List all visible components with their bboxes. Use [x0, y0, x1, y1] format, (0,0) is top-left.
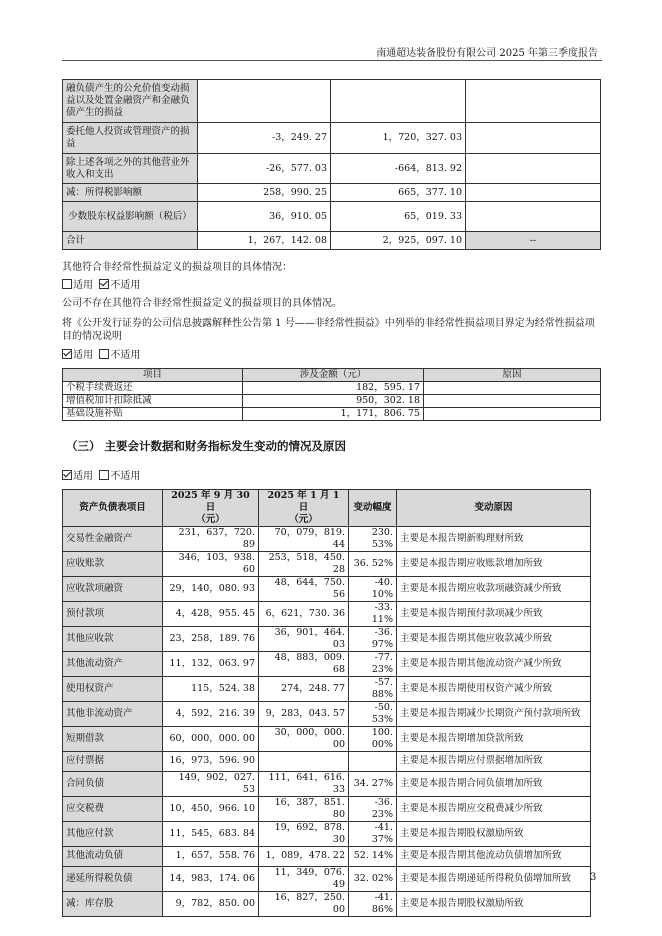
- table-row: [63, 202, 601, 232]
- cell-value-2025-01-01: 16，827，250. 00: [259, 891, 349, 916]
- cell-value-2025-01-01: 1，089，478. 22: [259, 846, 349, 866]
- checkbox-not-applicable: [99, 349, 109, 359]
- cell-value-2025-09-30: 14，983，174. 06: [163, 866, 259, 891]
- cell-change-pct: 230. 53%: [349, 527, 397, 552]
- table-row: [63, 771, 591, 796]
- column-header-change: 变动幅度: [349, 490, 397, 527]
- checkbox-applicable: [62, 349, 72, 359]
- table-row: [63, 80, 601, 123]
- table-row: [63, 395, 601, 408]
- cell-change-pct: -36. 23%: [349, 796, 397, 821]
- cell-change-pct: 34. 27%: [349, 771, 397, 796]
- checkbox-not-applicable: [99, 470, 109, 480]
- cell-value-2025-01-01: 48，883，009. 68: [259, 652, 349, 677]
- table-row: [63, 652, 591, 677]
- cell-value-2025-01-01: 274，248. 77: [259, 677, 349, 702]
- cell-item: 个税手续费返还: [63, 382, 243, 395]
- cell-item: 合同负债: [63, 771, 163, 796]
- cell-change-pct: 32. 02%: [349, 866, 397, 891]
- table-row: [63, 552, 591, 577]
- cell-value-2025-09-30: 346，103，938. 60: [163, 552, 259, 577]
- cell-value-2025-01-01: 111，641，616. 33: [259, 771, 349, 796]
- table-row: [63, 184, 601, 202]
- applicability-options: [62, 279, 140, 292]
- option-label: 不适用: [110, 280, 141, 291]
- option-label: 不适用: [110, 350, 141, 361]
- reclassified-items-table: [62, 368, 601, 421]
- cell-change-pct: 52. 14%: [349, 846, 397, 866]
- cell-value: 36，910. 05: [198, 202, 331, 232]
- table-row: [63, 527, 591, 552]
- cell-reason: 主要是本报告期减少长期资产预付款项所致: [397, 702, 591, 727]
- cell-reason: [424, 382, 601, 395]
- table-header-row: [63, 369, 601, 382]
- paragraph: 其他符合非经常性损益定义的损益项目的具体情况：: [62, 262, 292, 273]
- column-header-reason: 变动原因: [397, 490, 591, 527]
- cell-reason: 主要是本报告期其他流动资产减少所致: [397, 652, 591, 677]
- cell-change-pct: [349, 752, 397, 772]
- cell-reason: 主要是本报告期应付票据增加所致: [397, 752, 591, 772]
- table-row: [63, 382, 601, 395]
- cell-item: 应交税费: [63, 796, 163, 821]
- column-header: 原因: [424, 369, 601, 382]
- row-label: 合计: [63, 232, 198, 250]
- row-label: 少数股东权益影响额（税后）: [63, 202, 198, 232]
- table-row: [63, 821, 591, 846]
- checkbox-applicable: [62, 470, 72, 480]
- cell-empty: [466, 184, 601, 202]
- header-rule: [62, 60, 602, 61]
- cell-item: 应收账款: [63, 552, 163, 577]
- cell-empty: [466, 154, 601, 184]
- cell-value-2025-01-01: 11，349，076. 49: [259, 866, 349, 891]
- cell-value-2025-01-01: 6，621，730. 36: [259, 602, 349, 627]
- table-row: [63, 627, 591, 652]
- table-row: [63, 727, 591, 752]
- table-row: [63, 123, 601, 154]
- cell-item: 增值税加计扣除抵减: [63, 395, 243, 408]
- cell-value: 1，720，327. 03: [331, 123, 466, 154]
- table-row: [63, 796, 591, 821]
- cell-value: 1，267，142. 08: [198, 232, 331, 250]
- cell-value-2025-01-01: 16，387，851. 80: [259, 796, 349, 821]
- cell-reason: 主要是本报告期递延所得税负债增加所致: [397, 866, 591, 891]
- cell-value-2025-09-30: 4，428，955. 45: [163, 602, 259, 627]
- cell-value-2025-09-30: 1，657，558. 76: [163, 846, 259, 866]
- cell-reason: 主要是本报告期增加贷款所致: [397, 727, 591, 752]
- cell-value-2025-01-01: 36，901，464. 03: [259, 627, 349, 652]
- row-label: 除上述各项之外的其他营业外收入和支出: [63, 154, 198, 184]
- cell-reason: 主要是本报告期其他流动负债增加所致: [397, 846, 591, 866]
- cell-item: 使用权资产: [63, 677, 163, 702]
- cell-change-pct: -57. 88%: [349, 677, 397, 702]
- cell-value-2025-01-01: 19，692，878. 30: [259, 821, 349, 846]
- cell-reason: 主要是本报告期新购理财所致: [397, 527, 591, 552]
- paragraph: 公司不存在其他符合非经常性损益定义的损益项目的具体情况。: [62, 298, 342, 309]
- page-number: 3: [590, 872, 597, 883]
- checkbox-applicable: [62, 279, 72, 289]
- cell-value-2025-01-01: 9，283，043. 57: [259, 702, 349, 727]
- cell-value: 258，990. 25: [198, 184, 331, 202]
- paragraph-line: 目的情况说明: [62, 331, 122, 342]
- cell-value: 665，377. 10: [331, 184, 466, 202]
- header-line: 2025 年 1 月 1 日: [267, 490, 340, 513]
- cell-value-2025-01-01: 70，079，819. 44: [259, 527, 349, 552]
- option-label: 适用: [73, 471, 93, 482]
- column-header: 项目: [63, 369, 243, 382]
- table-row: [63, 702, 591, 727]
- cell-item: 交易性金融资产: [63, 527, 163, 552]
- table-row: [63, 752, 591, 772]
- cell-item: 其他流动资产: [63, 652, 163, 677]
- cell-item: 预付款项: [63, 602, 163, 627]
- cell-item: 其他流动负债: [63, 846, 163, 866]
- table-row-total: [63, 232, 601, 250]
- table-row: [63, 408, 601, 421]
- cell-reason: [424, 395, 601, 408]
- cell-value: [331, 80, 466, 123]
- header-line: （元）: [196, 514, 225, 525]
- row-label: 减：所得税影响额: [63, 184, 198, 202]
- cell-value: [198, 80, 331, 123]
- cell-empty: [466, 123, 601, 154]
- section-title: （三） 主要会计数据和财务指标发生变动的情况及原因: [66, 439, 347, 453]
- cell-value-2025-01-01: [259, 752, 349, 772]
- cell-value-2025-01-01: 30，000，000. 00: [259, 727, 349, 752]
- applicability-options: [62, 349, 140, 362]
- applicability-options: [62, 470, 140, 483]
- cell-value-2025-09-30: 115，524. 38: [163, 677, 259, 702]
- checkbox-not-applicable: [99, 279, 109, 289]
- row-label: 融负债产生的公允价值变动损益以及处置金融资产和金融负债产生的损益: [63, 80, 198, 123]
- cell-value-2025-09-30: 16，973，596. 90: [163, 752, 259, 772]
- cell-value: 65，019. 33: [331, 202, 466, 232]
- cell-reason: 主要是本报告期股权激励所致: [397, 821, 591, 846]
- table-row: [63, 677, 591, 702]
- cell-value-2025-09-30: 9，782，850. 00: [163, 891, 259, 916]
- table-row: [63, 846, 591, 866]
- cell-value-2025-09-30: 60，000，000. 00: [163, 727, 259, 752]
- cell-value-2025-09-30: 29，140，080. 93: [163, 577, 259, 602]
- cell-reason: [424, 408, 601, 421]
- row-label: 委托他人投资或管理资产的损益: [63, 123, 198, 154]
- cell-empty: [466, 202, 601, 232]
- cell-reason: 主要是本报告期使用权资产减少所致: [397, 677, 591, 702]
- cell-value-2025-09-30: 4，592，216. 39: [163, 702, 259, 727]
- table-row: [63, 602, 591, 627]
- cell-value-2025-09-30: 149，902，027. 53: [163, 771, 259, 796]
- cell-change-pct: -36. 97%: [349, 627, 397, 652]
- cell-change-pct: -40. 10%: [349, 577, 397, 602]
- cell-amount: 182，595. 17: [243, 382, 424, 395]
- report-header: 南通超达装备股份有限公司 2025 年第三季度报告: [376, 48, 598, 59]
- cell-item: 其他应付款: [63, 821, 163, 846]
- cell-value: 2，925，097. 10: [331, 232, 466, 250]
- cell-amount: 950，302. 18: [243, 395, 424, 408]
- cell-reason: 主要是本报告期其他应收款减少所致: [397, 627, 591, 652]
- cell-item: 其他非流动资产: [63, 702, 163, 727]
- cell-reason: 主要是本报告期应交税费减少所致: [397, 796, 591, 821]
- cell-change-pct: -50. 53%: [349, 702, 397, 727]
- cell-change-pct: 36. 52%: [349, 552, 397, 577]
- cell-change-pct: -33. 11%: [349, 602, 397, 627]
- cell-item: 应付票据: [63, 752, 163, 772]
- cell-value: -3，249. 27: [198, 123, 331, 154]
- cell-empty: [466, 80, 601, 123]
- cell-change-pct: -77. 23%: [349, 652, 397, 677]
- cell-value: -664，813. 92: [331, 154, 466, 184]
- column-header-item: 资产负债表项目: [63, 490, 163, 527]
- non-recurring-items-table: [62, 79, 601, 250]
- cell-item: 应收款项融资: [63, 577, 163, 602]
- cell-change-pct: -41. 86%: [349, 891, 397, 916]
- column-header-date2: [259, 490, 349, 527]
- header-line: 2025 年 9 月 30 日: [171, 490, 250, 513]
- cell-reason: 主要是本报告期应收款项融资减少所致: [397, 577, 591, 602]
- cell-change-pct: 100. 00%: [349, 727, 397, 752]
- cell-reason: 主要是本报告期应收账款增加所致: [397, 552, 591, 577]
- option-label: 适用: [73, 350, 93, 361]
- paragraph: [62, 317, 602, 343]
- cell-item: 递延所得税负债: [63, 866, 163, 891]
- cell-value-2025-01-01: 48，644，750. 56: [259, 577, 349, 602]
- option-label: 不适用: [110, 471, 141, 482]
- cell-value-2025-09-30: 11，132，063. 97: [163, 652, 259, 677]
- table-row: [63, 577, 591, 602]
- balance-sheet-changes-table: [62, 489, 591, 917]
- paragraph-line: 将《公开发行证券的公司信息披露解释性公告第 1 号——非经常性损益》中列举的非经常性损益项目界定为经常性损益项: [62, 318, 595, 329]
- cell-value: --: [466, 232, 601, 250]
- cell-item: 基础设施补贴: [63, 408, 243, 421]
- table-row: [63, 154, 601, 184]
- table-header-row: [63, 490, 591, 527]
- cell-reason: 主要是本报告期合同负债增加所致: [397, 771, 591, 796]
- cell-value-2025-01-01: 253，518，450. 28: [259, 552, 349, 577]
- option-label: 适用: [73, 280, 93, 291]
- column-header-date1: [163, 490, 259, 527]
- cell-change-pct: -41. 37%: [349, 821, 397, 846]
- cell-value-2025-09-30: 23，258，189. 76: [163, 627, 259, 652]
- table-row: [63, 866, 591, 891]
- cell-amount: 1，171，806. 75: [243, 408, 424, 421]
- cell-item: 短期借款: [63, 727, 163, 752]
- cell-value-2025-09-30: 11，545，683. 84: [163, 821, 259, 846]
- cell-value-2025-09-30: 10，450，966. 10: [163, 796, 259, 821]
- cell-item: 其他应收款: [63, 627, 163, 652]
- cell-value-2025-09-30: 231，637，720. 89: [163, 527, 259, 552]
- cell-item: 减：库存股: [63, 891, 163, 916]
- cell-reason: 主要是本报告期股权激励所致: [397, 891, 591, 916]
- column-header: 涉及金额（元）: [243, 369, 424, 382]
- cell-value: -26，577. 03: [198, 154, 331, 184]
- table-row: [63, 891, 591, 916]
- header-line: （元）: [289, 514, 318, 525]
- cell-reason: 主要是本报告期预付款项减少所致: [397, 602, 591, 627]
